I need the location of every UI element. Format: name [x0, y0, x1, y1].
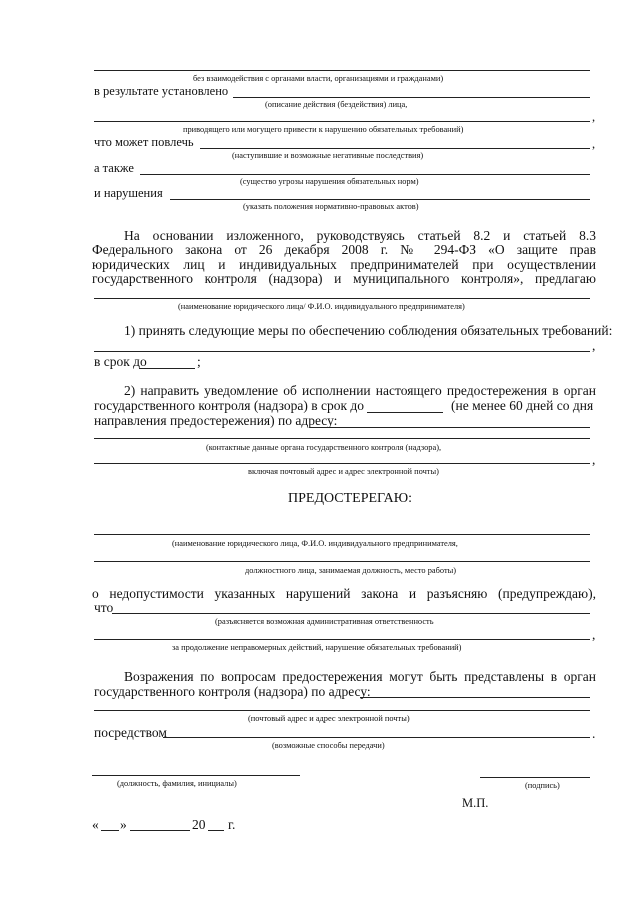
label-also: а также [94, 161, 134, 175]
date-year-prefix: 20 [192, 817, 206, 832]
deadline-input-line[interactable] [139, 368, 195, 369]
label-violation: и нарушения [94, 186, 163, 200]
item1-comma: , [592, 338, 596, 353]
caption-description: (описание действия (бездействия) лица, [265, 100, 408, 109]
consequences-input-line[interactable] [200, 148, 590, 149]
caption-entity: (наименование юридического лица/ Ф.И.О. индивидуального предпринимателя) [178, 302, 465, 311]
position-input-line[interactable] [92, 775, 300, 776]
result-input-line-2[interactable] [94, 121, 590, 122]
caption-objections-postal: (почтовый адрес и адрес электронной почты) [248, 714, 410, 723]
objections-line-1: Возражения по вопросам предостережения могут быть представлены в орган [124, 669, 596, 684]
liability-input-line-2[interactable] [94, 639, 590, 640]
via-input-line[interactable] [163, 737, 590, 738]
comma: , [592, 110, 596, 124]
item1-deadline-label: в срок до [94, 354, 147, 369]
caption-threat: (существо угрозы нарушения обязательных норм) [240, 177, 419, 186]
caption-warn-entity: (наименование юридического лица, Ф.И.О. индивидуального предпринимателя, [172, 539, 458, 548]
notice-deadline-input-line[interactable] [367, 412, 443, 413]
date-month-input-line[interactable] [130, 830, 190, 831]
comma: , [592, 627, 596, 642]
caption-contacts: (контактные данные органа государственного контроля (надзора), [206, 443, 442, 452]
caption-continuation: за продолжение неправомерных действий, нарушение обязательных требований) [172, 643, 462, 652]
basis-line-4: государственного контроля (надзора) и муниципального контроля», предлагаю [92, 271, 596, 286]
caption-sign: (подпись) [525, 781, 560, 790]
caption-consequences: (наступившие и возможные негативные последствия) [232, 151, 424, 160]
warn-entity-input-line[interactable] [94, 534, 590, 535]
caption-leading: приводящего или могущего привести к нарушению обязательных требований) [183, 125, 464, 134]
address-input-line-3[interactable] [94, 463, 590, 464]
warn-official-input-line[interactable] [94, 561, 590, 562]
basis-line-3: юридических лиц и индивидуальных предпринимателей при осуществлении [92, 257, 596, 272]
warn-heading: ПРЕДОСТЕРЕГАЮ: [288, 491, 413, 506]
basis-line-1: На основании изложенного, руководствуясь статьей 8.2 и статьей 8.3 [124, 228, 596, 243]
address-input-line-2[interactable] [94, 438, 590, 439]
result-input-line[interactable] [233, 97, 590, 98]
item2-line-3: направления предостережения) по адресу: [94, 413, 338, 428]
objections-address-input-line-2[interactable] [94, 710, 590, 711]
caption-liability: (разъясняется возможная административная ответственность [215, 617, 434, 626]
caption-position: (должность, фамилия, инициалы) [117, 779, 237, 788]
label-may-cause: что может повлечь [94, 135, 194, 149]
caption-no-interaction: без взаимодействия с органами власти, организациями и гражданами) [193, 74, 444, 83]
comma: , [592, 137, 596, 151]
violation-input-line[interactable] [170, 199, 590, 200]
threat-input-line[interactable] [140, 174, 590, 175]
caption-norms: (указать положения нормативно-правовых актов) [243, 202, 419, 211]
label-via: посредством [94, 725, 167, 740]
signature-input-line[interactable] [480, 777, 590, 778]
basis-line-2: Федерального закона от 26 декабря 2008 г. № 294-ФЗ «О защите прав [92, 242, 596, 257]
liability-input-line[interactable] [112, 613, 590, 614]
caption-postal: включая почтовый адрес и адрес электронной почты) [248, 467, 439, 476]
date-quote-close: » [120, 817, 127, 832]
objections-line-2: государственного контроля (надзора) по адресу: [94, 684, 371, 699]
item2-line-1: 2) направить уведомление об исполнении настоящего предостережения в орган [124, 383, 596, 398]
warn-label-that: что [94, 600, 114, 615]
stamp-label: М.П. [462, 796, 489, 810]
date-day-input-line[interactable] [101, 830, 119, 831]
item2-line-2b: (не менее 60 дней со дня [451, 398, 594, 413]
item1-semicolon: ; [197, 354, 201, 369]
entity-input-line[interactable] [94, 298, 590, 299]
warn-line-1: о недопустимости указанных нарушений закона и разъясняю (предупреждаю), [92, 586, 596, 601]
date-year-suffix: г. [228, 817, 236, 832]
address-input-line[interactable] [310, 427, 590, 428]
item2-line-2a: государственного контроля (надзора) в срок до [94, 398, 365, 413]
objections-address-input-line[interactable] [360, 697, 590, 698]
comma: , [592, 452, 596, 467]
label-result: в результате установлено [94, 84, 229, 98]
underline[interactable] [94, 70, 590, 71]
date-year-input-line[interactable] [208, 830, 224, 831]
measures-input-line[interactable] [94, 351, 590, 352]
item1-text: 1) принять следующие меры по обеспечению соблюдения обязательных требований: [124, 323, 613, 338]
date-quote-open: « [92, 817, 99, 832]
caption-official: должностного лица, занимаемая должность, место работы) [245, 566, 457, 575]
caption-methods: (возможные способы передачи) [272, 741, 385, 750]
period: . [592, 726, 596, 741]
